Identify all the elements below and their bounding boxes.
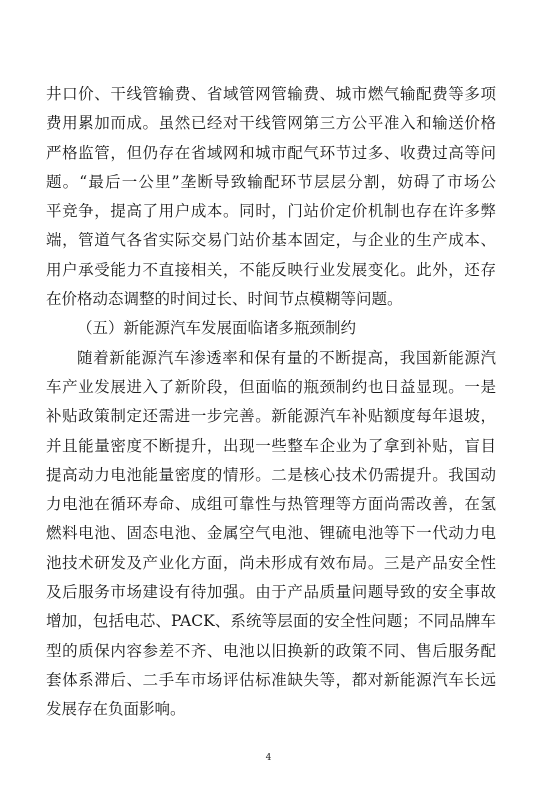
text-line: 燃料电池、固态电池、金属空气电池、锂硫电池等下一代动力电 — [46, 524, 496, 543]
text-line: 提高动力电池能量密度的情形。二是核心技术仍需提升。我国动 — [46, 465, 496, 484]
text-line: 题。“最后一公里”垄断导致输配环节层层分割，妨碍了市场公 — [46, 172, 496, 191]
text-line: 费用累加而成。虽然已经对干线管网第三方公平准入和输送价格 — [46, 114, 496, 133]
text-line: 型的质保内容参差不齐、电池以旧换新的政策不同、售后服务配 — [46, 641, 496, 660]
text-line: 井口价、干线管输费、省域管网管输费、城市燃气输配费等多项 — [46, 85, 496, 103]
text-line: 车产业发展进入了新阶段，但面临的瓶颈制约也日益显现。一是 — [46, 377, 496, 396]
text-line: 增加，包括电芯、PACK、系统等层面的安全性问题；不同品牌车 — [46, 612, 496, 631]
text-line: 平竞争，提高了用户成本。同时，门站价定价机制也存在许多弊 — [46, 202, 496, 221]
section-heading: （五）新能源汽车发展面临诸多瓶颈制约 — [77, 319, 357, 338]
page-number: 4 — [265, 753, 272, 763]
text-line: 端，管道气各省实际交易门站价基本固定，与企业的生产成本、 — [46, 231, 496, 250]
body-text — [46, 80, 496, 725]
text-line: 发展存在负面影响。 — [46, 700, 186, 719]
text-line: 补贴政策制定还需进一步完善。新能源汽车补贴额度每年退坡， — [46, 407, 496, 426]
text-line: 及后服务市场建设有待加强。由于产品质量问题导致的安全事故 — [46, 583, 496, 602]
text-line: 用户承受能力不直接相关，不能反映行业发展变化。此外，还存 — [46, 260, 496, 279]
text-line: 力电池在循环寿命、成组可靠性与热管理等方面尚需改善，在氢 — [46, 495, 496, 514]
text-line: 并且能量密度不断提升，出现一些整车企业为了拿到补贴，盲目 — [46, 436, 496, 455]
text-line: 池技术研发及产业化方面，尚未形成有效布局。三是产品安全性 — [46, 553, 496, 572]
text-line: 在价格动态调整的时间过长、时间节点模糊等问题。 — [46, 290, 403, 309]
text-line: 严格监管，但仍存在省域网和城市配气环节过多、收费过高等问 — [46, 143, 496, 162]
paragraph-first-line: 随着新能源汽车渗透率和保有量的不断提高，我国新能源汽 — [77, 348, 496, 367]
text-line: 套体系滞后、二手车市场评估标准缺失等，都对新能源汽车长远 — [46, 670, 496, 689]
